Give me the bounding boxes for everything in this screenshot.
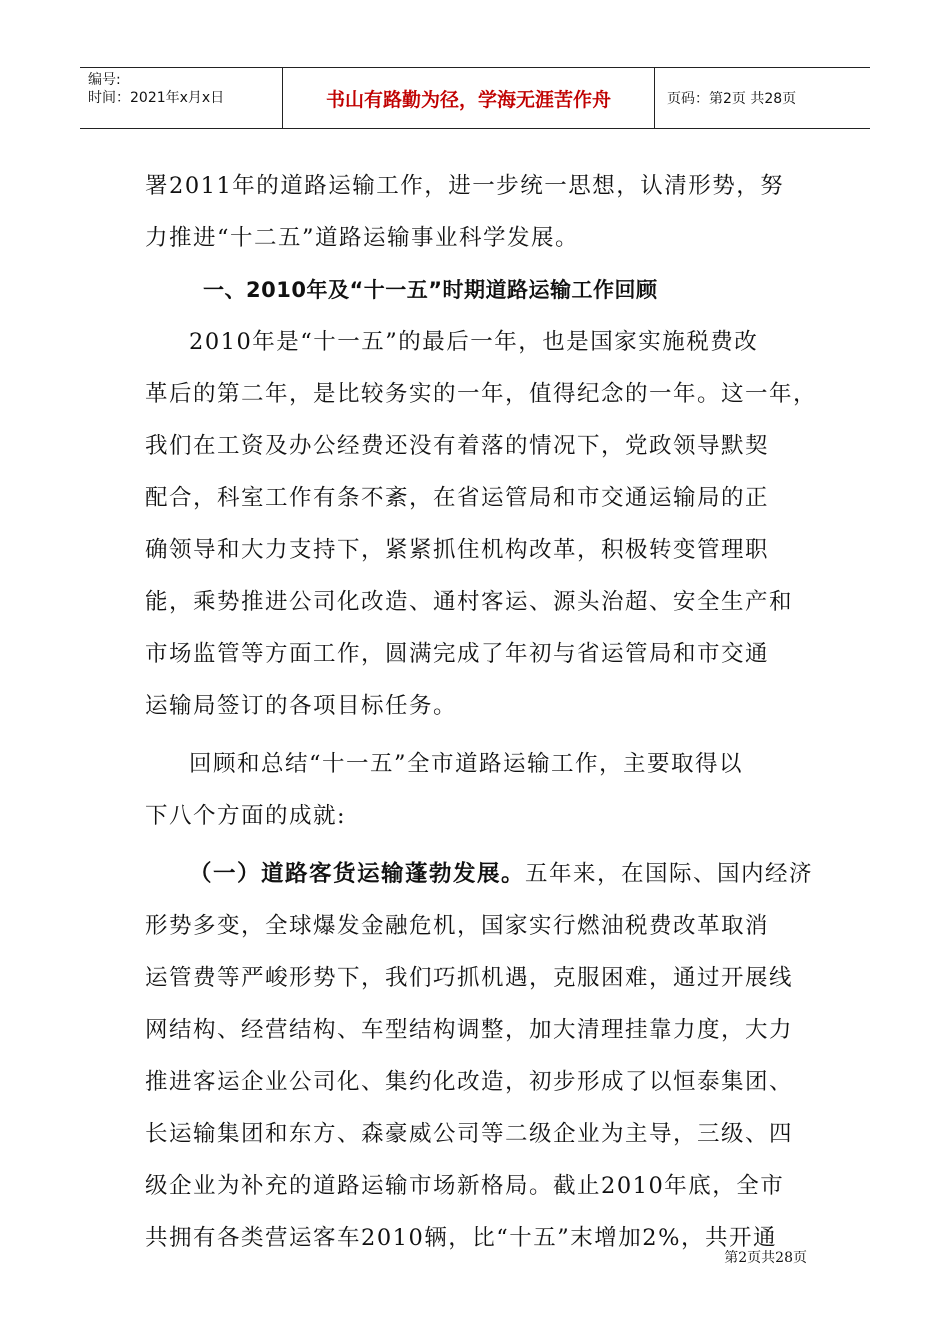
- header-meta: [80, 68, 283, 128]
- text-line: 2010年是“十一五”的最后一年，也是国家实施税费改: [189, 329, 759, 355]
- text-line: 署2011年的道路运输工作，进一步统一思想，认清形势，努: [145, 173, 785, 199]
- header-page-info: 页码：第2页 共28页: [667, 91, 797, 107]
- text-line: [145, 848, 814, 900]
- text-line: 下八个方面的成就:: [145, 803, 347, 829]
- text-line: 级企业为补充的道路运输市场新格局。截止2010年底，全市: [145, 1173, 785, 1199]
- page-footer: 第2页共28页: [724, 1250, 807, 1266]
- text-line: 力推进“十二五”道路运输事业科学发展。: [145, 225, 580, 251]
- document-header: [80, 67, 870, 129]
- document-body: [145, 160, 818, 1264]
- text-line: 运输局签订的各项目标任务。: [145, 693, 458, 719]
- text-line: 能，乘势推进公司化改造、通村客运、源头治超、安全生产和: [145, 589, 794, 615]
- text-line: 网结构、经营结构、车型结构调整，加大清理挂靠力度，大力: [145, 1017, 794, 1043]
- text-line: 我们在工资及办公经费还没有着落的情况下，党政领导默契: [145, 433, 770, 459]
- text-line: 革后的第二年，是比较务实的一年，值得纪念的一年。这一年，: [145, 381, 818, 407]
- text-line: 回顾和总结“十一五”全市道路运输工作，主要取得以: [189, 751, 744, 777]
- header-motto: 书山有路勤为径，学海无涯苦作舟: [283, 68, 655, 128]
- text-line: 长运输集团和东方、森豪威公司等二级企业为主导，三级、四: [145, 1121, 794, 1147]
- subsection-lead: （一）道路客货运输蓬勃发展。: [189, 861, 526, 887]
- text-line: 推进客运企业公司化、集约化改造，初步形成了以恒泰集团、: [145, 1069, 794, 1095]
- document-number-label: 编号:: [88, 72, 121, 88]
- text-line: 运管费等严峻形势下，我们巧抓机遇，克服困难，通过开展线: [145, 965, 794, 991]
- document-time-label: 时间：2021年x月x日: [88, 90, 225, 106]
- text-line: 确领导和大力支持下，紧紧抓住机构改革，积极转变管理职: [145, 537, 770, 563]
- text-line: 市场监管等方面工作，圆满完成了年初与省运管局和市交通: [145, 641, 770, 667]
- section-heading: 一、2010年及“十一五”时期道路运输工作回顾: [203, 278, 658, 302]
- text-line: 共拥有各类营运客车2010辆，比“十五”末增加2%，共开通: [145, 1225, 777, 1251]
- text-run: 五年来，在国际、国内经济: [525, 861, 814, 887]
- text-line: 形势多变，全球爆发金融危机，国家实行燃油税费改革取消: [145, 913, 770, 939]
- text-line: 配合，科室工作有条不紊，在省运管局和市交通运输局的正: [145, 485, 770, 511]
